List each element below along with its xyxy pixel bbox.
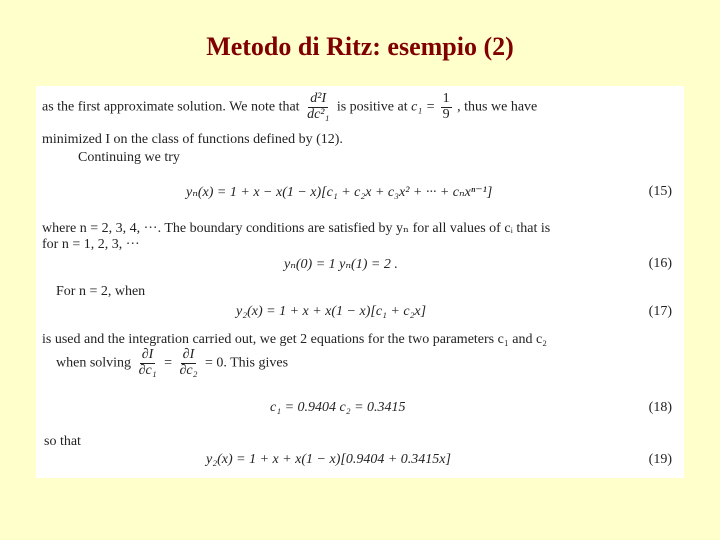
one-ninth-fraction xyxy=(441,92,452,122)
line-1-text-c: , thus we have xyxy=(457,99,538,115)
line-1-text-b: is positive at xyxy=(336,99,408,115)
equation-19: y₂(x) = 1 + x + x(1 − x)[0.9404 + 0.3415x] xyxy=(206,452,451,467)
dc2-denominator: ∂c₂ xyxy=(179,362,198,378)
equation-18: c₁ = 0.9404 c₂ = 0.3415 xyxy=(270,400,406,415)
equation-15: yₙ(x) = 1 + x − x(1 − x)[c₁ + c₂x + c₃x² + ··· + cₙxⁿ⁻¹] xyxy=(186,185,493,200)
equals-sign: = xyxy=(164,355,172,371)
line-1-text-a: as the first approximate solution. We note that xyxy=(42,99,300,115)
text-line-9: so that xyxy=(44,434,81,449)
equation-16: yₙ(0) = 1 yₙ(1) = 2 . xyxy=(284,257,398,272)
dI-dc2-fraction xyxy=(177,348,199,378)
equation-16-number: (16) xyxy=(648,256,672,271)
document-image xyxy=(36,86,684,478)
text-line-3: Continuing we try xyxy=(78,150,180,165)
dc1-denominator: dc²₁ xyxy=(307,106,330,122)
equation-18-number: (18) xyxy=(648,400,672,415)
d2I-dc1-fraction xyxy=(305,92,331,122)
equation-19-number: (19) xyxy=(648,452,672,467)
text-line-2: minimized I on the class of functions defined by (12). xyxy=(42,132,343,147)
line-8-text-b: = 0. This gives xyxy=(204,355,289,371)
dI-numerator-1: ∂I xyxy=(141,347,154,362)
dI-numerator-2: ∂I xyxy=(182,347,195,362)
d2I-numerator: d²I xyxy=(310,91,327,106)
text-line-5: for n = 1, 2, 3, ··· xyxy=(42,237,140,252)
text-line-7: is used and the integration carried out, we get 2 equations for the two parameters c₁ and c₂ xyxy=(42,332,548,347)
equation-17-number: (17) xyxy=(648,304,672,319)
fraction-numerator: 1 xyxy=(442,91,450,106)
equation-15-number: (15) xyxy=(648,184,672,199)
text-line-8 xyxy=(56,348,288,378)
dc1-denominator-2: ∂c₁ xyxy=(138,362,157,378)
slide-title: Metodo di Ritz: esempio (2) xyxy=(206,32,514,61)
equation-17: y₂(x) = 1 + x + x(1 − x)[c₁ + c₂x] xyxy=(236,304,427,319)
line-8-text-a: when solving xyxy=(56,355,132,371)
text-line-6: For n = 2, when xyxy=(56,284,146,299)
text-line-4: where n = 2, 3, 4, ···. The boundary conditions are satisfied by yₙ for all values of cᵢ that is xyxy=(42,221,551,236)
dI-dc1-fraction xyxy=(137,348,159,378)
c1-equals: c₁ = xyxy=(411,99,436,115)
text-line-1 xyxy=(42,92,537,122)
fraction-denominator: 9 xyxy=(442,106,450,122)
